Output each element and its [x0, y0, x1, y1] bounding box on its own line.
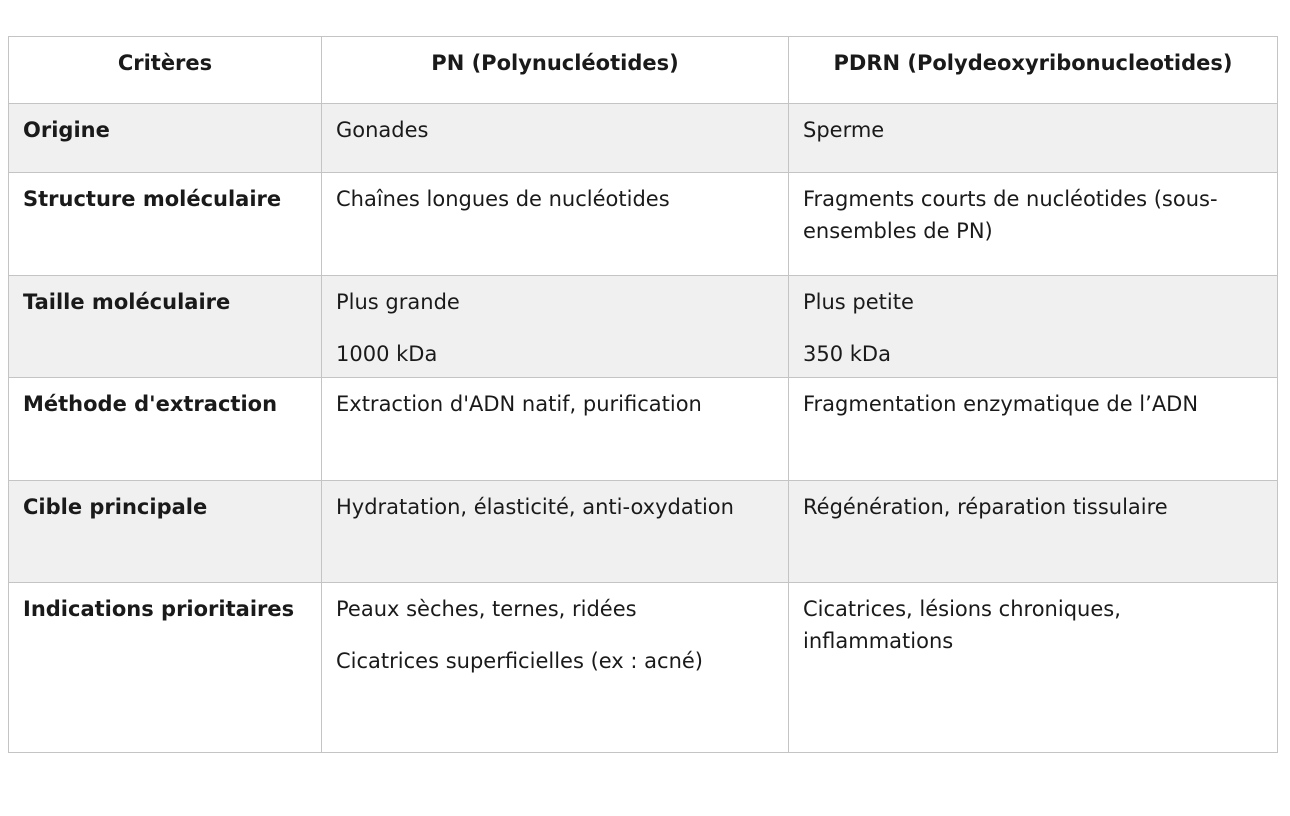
- row-pdrn-value: [789, 481, 1278, 583]
- comparison-table: [8, 36, 1278, 753]
- cell-text: Extraction d'ADN natif, purification: [336, 392, 702, 416]
- cell-text: Fragmentation enzymatique de l’ADN: [803, 392, 1199, 416]
- cell-text: Plus petite: [803, 290, 914, 314]
- row-pn-value: [322, 378, 789, 481]
- cell-text: Hydratation, élasticité, anti-oxydation: [336, 495, 734, 519]
- table-header-row: [9, 37, 1278, 104]
- header-pdrn: PDRN (Polydeoxyribonucleotides): [789, 37, 1278, 104]
- row-criterion: Indications prioritaires: [9, 583, 322, 753]
- cell-text: 350 kDa: [803, 342, 891, 366]
- table-row: [9, 276, 1278, 378]
- cell-text: Cicatrices superficielles (ex : acné): [336, 649, 703, 673]
- cell-text: 1000 kDa: [336, 342, 438, 366]
- cell-text: Gonades: [336, 118, 429, 142]
- row-criterion: Structure moléculaire: [9, 173, 322, 276]
- row-criterion: Taille moléculaire: [9, 276, 322, 378]
- table-row: [9, 481, 1278, 583]
- row-pdrn-value: [789, 378, 1278, 481]
- table-row: [9, 378, 1278, 481]
- row-criterion: Cible principale: [9, 481, 322, 583]
- header-pn: PN (Polynucléotides): [322, 37, 789, 104]
- row-pn-value: [322, 276, 789, 378]
- cell-text: Chaînes longues de nucléotides: [336, 187, 670, 211]
- header-criteria: Critères: [9, 37, 322, 104]
- row-criterion: Méthode d'extraction: [9, 378, 322, 481]
- cell-text: Plus grande: [336, 290, 460, 314]
- cell-text: Peaux sèches, ternes, ridées: [336, 597, 637, 621]
- cell-text: Régénération, réparation tissulaire: [803, 495, 1168, 519]
- row-pn-value: [322, 481, 789, 583]
- row-criterion: Origine: [9, 104, 322, 173]
- row-pn-value: [322, 583, 789, 753]
- cell-text: Cicatrices, lésions chroniques, inflammations: [803, 597, 1121, 653]
- row-pn-value: [322, 173, 789, 276]
- row-pdrn-value: [789, 104, 1278, 173]
- cell-text: Sperme: [803, 118, 885, 142]
- table-row: [9, 173, 1278, 276]
- cell-text: Fragments courts de nucléotides (sous-ensembles de PN): [803, 187, 1218, 243]
- table-row: [9, 104, 1278, 173]
- row-pdrn-value: [789, 583, 1278, 753]
- row-pdrn-value: [789, 276, 1278, 378]
- table-row: [9, 583, 1278, 753]
- row-pdrn-value: [789, 173, 1278, 276]
- row-pn-value: [322, 104, 789, 173]
